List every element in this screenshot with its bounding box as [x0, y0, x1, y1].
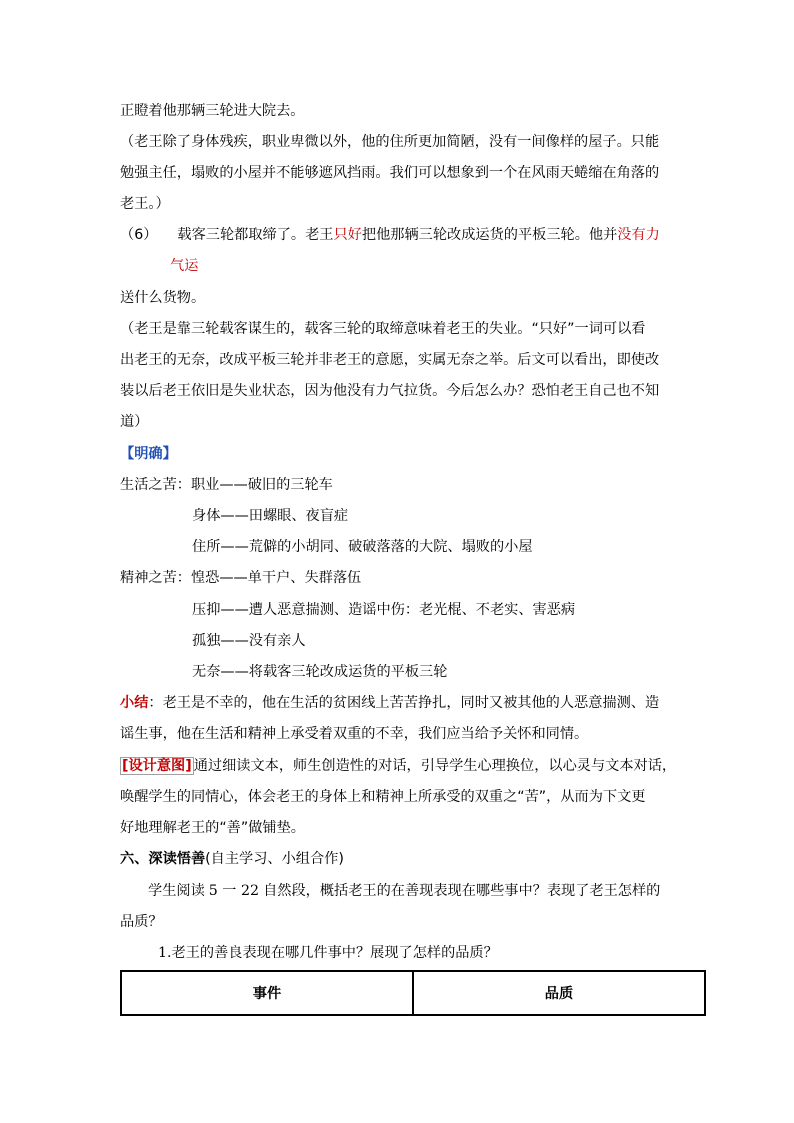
summary-item: 压抑——遭人恶意揣测、造谣中伤：老光棍、不老实、害恶病	[192, 602, 576, 618]
annotation-line: （老王除了身体残疾，职业卑微以外，他的住所更加简陋，没有一间像样的屋子。只能	[120, 134, 660, 150]
task-line	[148, 881, 660, 901]
summary-item: 身体——田螺眼、夜盲症	[192, 508, 349, 524]
design-intent-text: 通过细读文本，师生创造性的对话，引导学生心理换位，以心灵与文本对话，	[193, 758, 677, 774]
paragraph-line: 送什么货物。	[120, 290, 206, 306]
annotation-line: 勉强主任，塌败的小屋并不能够遮风挡雨。我们可以想象到一个在风雨天蜷缩在角落的	[120, 165, 660, 181]
summary-item: 精神之苦：惶恐——单干户、失群落伍	[120, 570, 362, 586]
highlight-text: 只好	[333, 227, 362, 243]
summary-item: 无奈——将载客三轮改成运货的平板三轮	[192, 664, 448, 680]
paragraph-line: 正瞪着他那辆三轮进大院去。	[120, 103, 305, 119]
summary-item: 孤独——没有亲人	[192, 633, 306, 649]
table-header-cell: 品质	[413, 971, 705, 1015]
events-table	[120, 970, 706, 1016]
highlight-text: 气运	[170, 258, 199, 274]
paragraph-text: 把他那辆三轮改成运货的平板三轮。他并	[361, 227, 618, 243]
annotation-line: 老王。）	[120, 196, 170, 212]
conclusion-line: 谣生事，他在生活和精神上承受着双重的不幸，我们应当给予关怀和同情。	[120, 726, 589, 742]
annotation-line: （老王是靠三轮载客谋生的，载客三轮的取缔意味着老王的失业。“只好”一词可以看	[120, 321, 646, 337]
paragraph-text: 载客三轮都取缔了。老王	[177, 227, 334, 243]
clarify-heading: 【明确】	[120, 446, 177, 462]
highlight-text: 没有力	[617, 227, 660, 243]
design-intent-label: [设计意图]	[122, 758, 192, 774]
conclusion-label: 小结	[120, 695, 149, 711]
question-number: 1.	[158, 945, 172, 961]
annotation-line: 装以后老王依旧是失业状态，因为他没有力气拉货。今后怎么办？恐怕老王自己也不知	[120, 383, 660, 399]
annotation-line: 出老王的无奈，改成平板三轮并非老王的意愿，实属无奈之举。后文可以看出，即使改	[120, 352, 660, 368]
question-line	[158, 943, 498, 963]
question-text: 老王的善良表现在哪几件事中？展现了怎样的品质？	[171, 945, 498, 961]
section-heading	[120, 849, 344, 869]
paragraph-number: （6）	[120, 227, 158, 243]
conclusion-line	[120, 693, 659, 713]
conclusion-text: ：老王是不幸的，他在生活的贫困线上苦苦挣扎，同时又被其他的人恶意揣测、造	[148, 695, 660, 711]
annotation-line: 道）	[120, 414, 149, 430]
table-header-row	[121, 971, 705, 1015]
task-text: 学生阅读	[148, 883, 205, 899]
design-intent-line: 唤醒学生的同情心，体会老王的身体上和精神上所承受的双重之“苦”，从而为下文更	[120, 789, 646, 805]
table-header-cell: 事件	[121, 971, 413, 1015]
section-title: 六、深读悟善	[120, 851, 206, 867]
summary-item: 生活之苦：职业——破旧的三轮车	[120, 477, 333, 493]
paragraph-range: 5 一 22	[208, 883, 260, 899]
summary-item: 住所——荒僻的小胡同、破破落落的大院、塌败的小屋	[192, 539, 533, 555]
numbered-paragraph	[120, 225, 660, 245]
task-text: 自然段，概括老王的在善现表现在哪些事中？表现了老王怎样的	[263, 883, 661, 899]
design-intent-line: 好地理解老王的“善”做铺垫。	[120, 820, 305, 836]
section-note: (自主学习、小组合作)	[205, 851, 344, 867]
task-line: 品质？	[120, 914, 163, 930]
design-intent-line	[120, 756, 676, 776]
